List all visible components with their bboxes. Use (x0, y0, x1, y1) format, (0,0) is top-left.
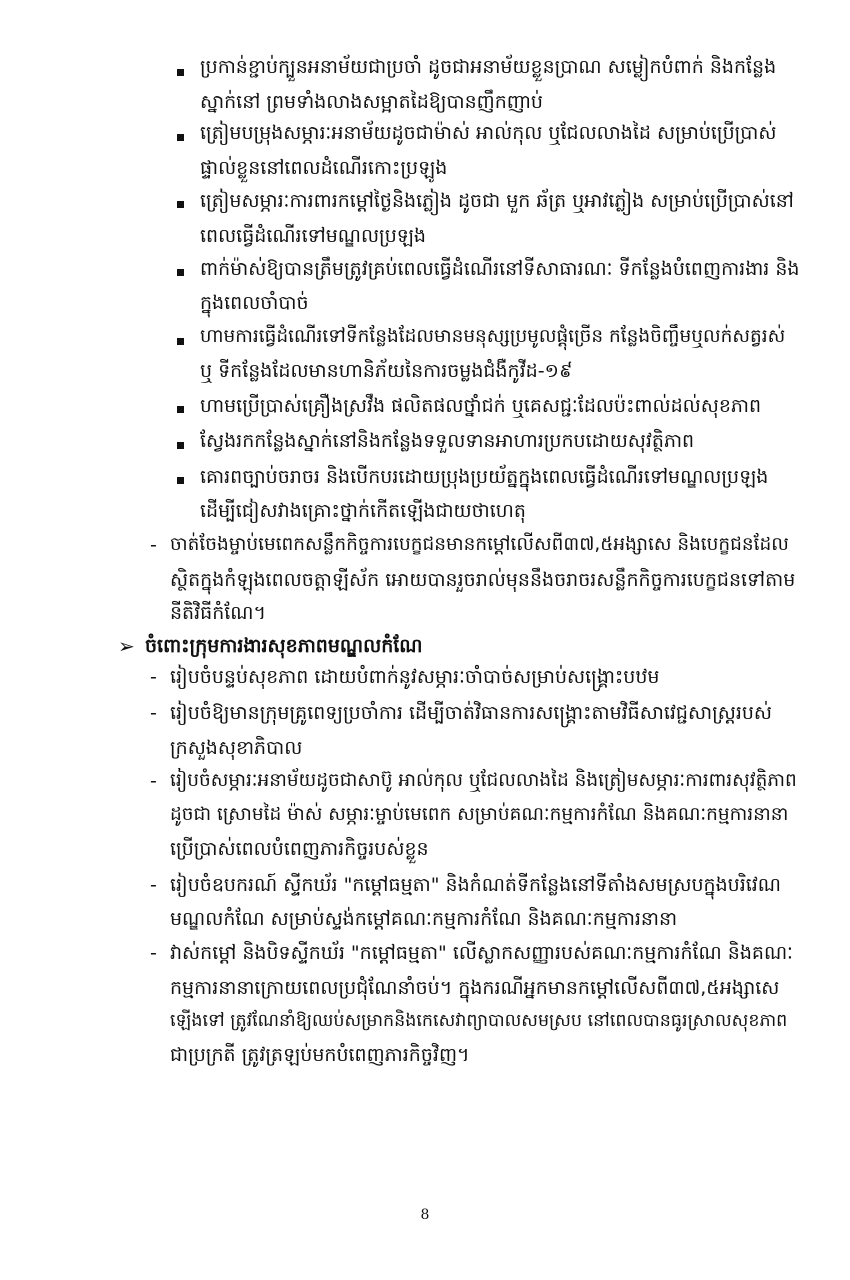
bullet-marker (177, 442, 184, 449)
bullet-text-line: ពាក់ម៉ាស់ឱ្យបានត្រឹមត្រូវគ្រប់ពេលធ្វើដំណើរនៅទីសាធារណៈ ទីកន្លែងបំពេញការងារ និង (200, 258, 800, 280)
bullet-marker (177, 338, 184, 345)
bullet-marker (177, 269, 184, 276)
list-item-line: រៀបចំសម្ភារៈអនាម័យដូចជាសាប៊ូ អាល់កុល ឬជែលលាងដៃ និងត្រៀមសម្ភារៈការពារសុវត្ថិភាព (170, 770, 797, 791)
dash-marker: - (150, 702, 157, 724)
dash-marker: - (150, 942, 157, 964)
bullet-text-line: ហាមការធ្វើដំណើរទៅទីកន្លែងដែលមានមនុស្សប្រមូលផ្ដុំច្រើន កន្លែងចិញ្ចឹមឬលក់សត្វរស់ (200, 326, 786, 347)
bullet-text-line: ត្រៀមបម្រុងសម្ភារៈអនាម័យដូចជាម៉ាស់ អាល់កុល ឬជែលលាងដៃ សម្រាប់ប្រើប្រាស់ (200, 122, 777, 144)
bullet-text-line: ឬ ទីកន្លែងដែលមានហានិភ័យនៃការចម្លងជំងឺកូវីដ-១៩ (200, 360, 573, 382)
bullet-text-line: ស្វែងរកកន្លែងស្នាក់នៅនិងកន្លែងទទួលទានអាហារប្រកបដោយសុវត្ថិភាព (200, 430, 695, 452)
list-item-line: វាស់កម្ដៅ និងបិទស្ទីកឃ័រ "កម្ដៅធម្មតា" លើស្លាកសញ្ញារបស់គណៈកម្មការកំណែ និងគណៈ (170, 942, 793, 964)
dash-marker: - (150, 874, 157, 896)
arrow-bullet-icon: ➢ (118, 634, 135, 658)
bullet-text-line: ក្នុងពេលចាំបាច់ (200, 292, 309, 314)
bullet-text-line: ដើម្បីជៀសវាងគ្រោះថ្នាក់កើតឡើងជាយថាហេតុ (200, 500, 526, 522)
list-item-line: រៀបចំឧបករណ៍ ស្ទីកឃ័រ "កម្ដៅធម្មតា" និងកំណត់ទីកន្លែងនៅទីតាំងសមស្របក្នុងបរិវេណ (170, 874, 781, 896)
bullet-text-line: ពេលធ្វើដំណើរទៅមណ្ឌលប្រឡង (200, 225, 426, 247)
dash-marker: - (150, 666, 157, 688)
bullet-marker (177, 69, 184, 76)
bullet-text-line: ប្រកាន់ខ្ជាប់ក្បួនអនាម័យជាប្រចាំ ដូចជាអនាម័យខ្លួនប្រាណ សម្លៀកបំពាក់ និងកន្លែង (200, 56, 777, 78)
list-item-line: រៀបចំបន្ទប់សុខភាព ដោយបំពាក់នូវសម្ភារៈចាំបាច់សម្រាប់សង្គ្រោះបឋម (170, 666, 660, 688)
paragraph-line: ស្ថិតក្នុងកំឡុងពេលចត្តាឡីស័ក អោយបានរួចរាល់មុននឹងចរាចរសន្លឹកកិច្ចការបេក្ខជនទៅតាម (170, 569, 796, 591)
list-item-line: ក្រសួងសុខាភិបាល (170, 737, 303, 759)
list-item-line: ប្រើប្រាស់ពេលបំពេញភារកិច្ចរបស់ខ្លួន (170, 838, 429, 860)
list-item-line: មណ្ឌលកំណែ សម្រាប់ស្ទង់កម្ដៅគណៈកម្មការកំណែ និងគណៈកម្មការនានា (170, 908, 678, 930)
bullet-text-line: ហាមប្រើប្រាស់គ្រឿងស្រវឹង ផលិតផលថ្នាំជក់ ឬគេសជ្ជៈដែលប៉ះពាល់ដល់សុខភាព (200, 395, 762, 417)
dash-marker: - (150, 770, 157, 792)
list-item-line: ជាប្រក្រតី ត្រូវត្រឡប់មកបំពេញភារកិច្ចវិញ។ (170, 1044, 470, 1066)
bullet-text-line: គោរពច្បាប់ចរាចរ និងបើកបរដោយប្រុងប្រយ័ត្នក្នុងពេលធ្វើដំណើរទៅមណ្ឌលប្រឡង (200, 466, 769, 488)
list-item-line: កម្មការនានាក្រោយពេលប្រជុំណែនាំចប់។ ក្នុងករណីអ្នកមានកម្ដៅលើសពី៣៧,៥អង្សាសេ (170, 977, 780, 999)
bullet-marker (177, 134, 184, 141)
bullet-text-line: ត្រៀមសម្ភារៈការពារកម្ដៅថ្ងៃនិងភ្លៀង ដូចជា មួក ឆ័ត្រ ឬអាវភ្លៀង សម្រាប់ប្រើប្រាស់នៅ (200, 190, 794, 212)
bullet-text-line: ផ្ទាល់ខ្លួននៅពេលដំណើរកោះប្រឡូង (200, 157, 448, 179)
list-item-line: ដូចជា ស្រោមដៃ ម៉ាស់ សម្ភារៈម្ចាប់មេពេក សម្រាប់គណៈកម្មការកំណែ និងគណៈកម្មការនានា (170, 804, 789, 825)
list-item-line: ឡើងទៅ ត្រូវណែនាំឱ្យឈប់សម្រាកនិងកេសេវាព្យាបាលសមស្រប នៅពេលបានធូរស្រាលសុខភាព (170, 1011, 788, 1031)
paragraph-line: ចាត់ចែងម្ចាប់មេពេកសន្លឹកកិច្ចការបេក្ខជនមានកម្ដៅលើសពី៣៧,៥អង្សាសេ និងបេក្ខជនដែល (170, 534, 789, 555)
paragraph-line: នីតិវិធីកំណែ។ (170, 602, 267, 624)
bullet-marker (177, 201, 184, 208)
bullet-text-line: ស្នាក់នៅ ព្រមទាំងលាងសម្អាតដៃឱ្យបានញឹកញាប់ (200, 91, 543, 113)
dash-marker: - (150, 534, 157, 556)
bullet-marker (177, 477, 184, 484)
page-number: 8 (420, 1207, 430, 1223)
section-heading: ចំពោះក្រុមការងារសុខភាពមណ្ឌលកំណែ (145, 635, 423, 657)
bullet-marker (177, 406, 184, 413)
list-item-line: រៀបចំឱ្យមានក្រុមគ្រូពេទ្យប្រចាំការ ដើម្បីចាត់វិធានការសង្គ្រោះតាមវិធីសាវេជ្ជសាស្ត្ររបស់ (170, 702, 773, 724)
